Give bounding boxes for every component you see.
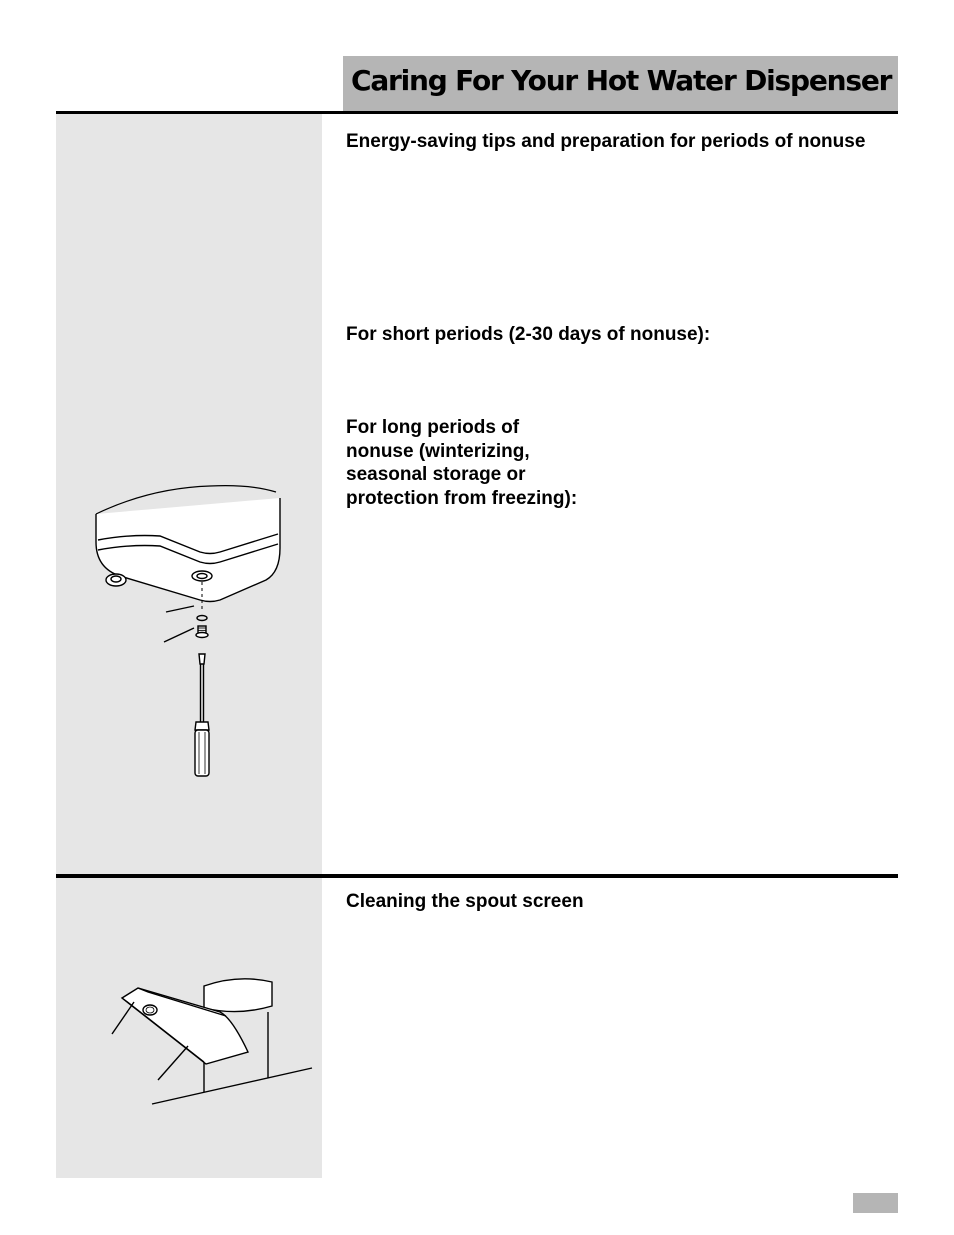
heading-short-periods: For short periods (2-30 days of nonuse):	[346, 324, 711, 345]
heading-energy-saving: Energy-saving tips and preparation for periods of nonuse	[346, 131, 866, 152]
tank-drain-screwdriver-icon	[90, 478, 290, 788]
heading-long-periods: For long periods of nonuse (winterizing, seasonal storage or protection from freezing):	[346, 417, 578, 509]
page-number-tab	[853, 1193, 898, 1213]
title-bar	[343, 56, 898, 111]
middle-divider	[56, 874, 898, 878]
heading-cleaning-spout: Cleaning the spout screen	[346, 891, 584, 912]
page-title: Caring For Your Hot Water Dispenser	[351, 64, 892, 97]
faucet-spout-screen-icon	[108, 972, 318, 1112]
